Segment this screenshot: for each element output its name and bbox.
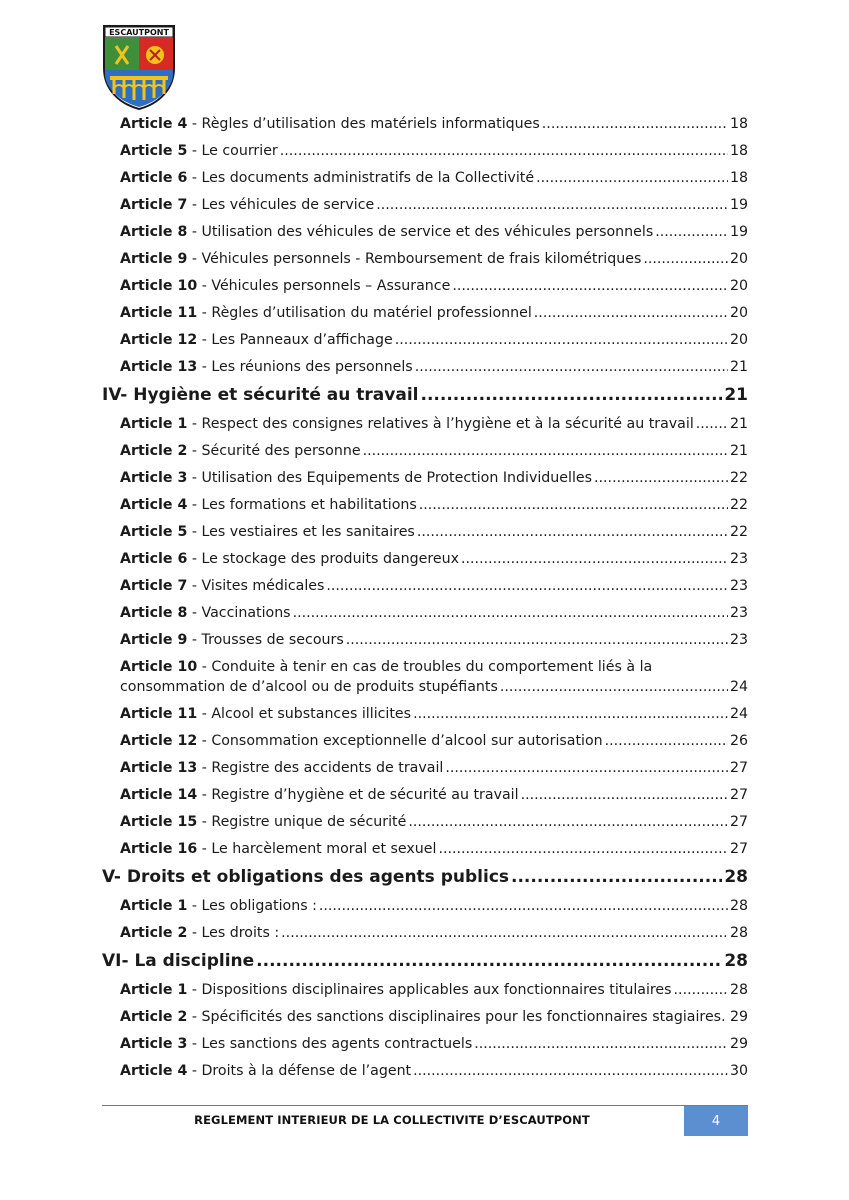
toc-dot-leader xyxy=(536,168,728,188)
toc-article-entry[interactable] xyxy=(102,141,748,161)
toc-dot-leader xyxy=(605,731,728,751)
toc-page-number: 23 xyxy=(729,632,748,648)
toc-dot-leader xyxy=(419,495,728,515)
toc-page-number: 21 xyxy=(724,385,748,405)
toc-article-title: Alcool et substances illicites xyxy=(211,706,412,722)
toc-separator: - xyxy=(187,551,202,567)
toc-article-title: Registre d’hygiène et de sécurité au travail xyxy=(211,787,519,803)
toc-article-label: Article 14 xyxy=(120,787,198,803)
toc-dot-leader xyxy=(696,414,728,434)
toc-article-label: Article 6 xyxy=(120,170,188,186)
toc-article-entry[interactable] xyxy=(102,576,748,596)
toc-article-label: Article 8 xyxy=(120,224,188,240)
toc-separator: - xyxy=(197,841,212,857)
toc-page-number: 20 xyxy=(729,332,748,348)
toc-article-label: Article 11 xyxy=(120,706,198,722)
toc-article-title: Véhicules personnels - Remboursement de frais kilométriques xyxy=(201,251,642,267)
toc-article-title: Sécurité des personne xyxy=(201,443,361,459)
page-number-badge xyxy=(684,1106,748,1136)
toc-article-title: Le courrier xyxy=(201,143,278,159)
toc-dot-leader xyxy=(452,276,728,296)
toc-page-number: 18 xyxy=(729,170,748,186)
toc-page-number: 27 xyxy=(729,760,748,776)
toc-page-number: 21 xyxy=(729,359,748,375)
toc-article-entry[interactable] xyxy=(102,839,748,859)
toc-article-title: Les Panneaux d’affichage xyxy=(211,332,393,348)
toc-page-number: 26 xyxy=(729,733,748,749)
toc-page-number: 28 xyxy=(729,982,748,998)
toc-page-number: 22 xyxy=(729,470,748,486)
toc-article-title: Règles d’utilisation des matériels informatiques xyxy=(201,116,540,132)
toc-section-entry[interactable] xyxy=(102,866,748,888)
toc-article-label: Article 9 xyxy=(120,632,188,648)
escautpont-coat-of-arms-logo xyxy=(102,24,176,110)
toc-dot-leader xyxy=(438,839,727,859)
toc-section-entry[interactable] xyxy=(102,384,748,406)
toc-dot-leader xyxy=(281,923,728,943)
toc-article-entry[interactable] xyxy=(102,114,748,134)
toc-article-entry[interactable] xyxy=(102,896,748,916)
toc-article-label: Article 4 xyxy=(120,1063,188,1079)
toc-separator: - xyxy=(197,359,212,375)
toc-dot-leader xyxy=(408,812,728,832)
toc-article-entry[interactable] xyxy=(102,249,748,269)
toc-dot-leader xyxy=(293,603,728,623)
toc-separator: - xyxy=(187,251,202,267)
toc-separator: - xyxy=(187,197,202,213)
toc-article-entry[interactable] xyxy=(102,785,748,805)
toc-dot-leader xyxy=(511,866,722,888)
toc-article-entry[interactable] xyxy=(102,357,748,377)
toc-dot-leader xyxy=(417,522,728,542)
toc-article-label: Article 15 xyxy=(120,814,198,830)
toc-article-label: Article 13 xyxy=(120,359,198,375)
toc-article-title: Visites médicales xyxy=(201,578,325,594)
toc-article-title: Les formations et habilitations xyxy=(201,497,417,513)
toc-article-entry[interactable] xyxy=(102,1061,748,1081)
toc-section-entry[interactable] xyxy=(102,950,748,972)
toc-page-number: 28 xyxy=(729,925,748,941)
toc-article-entry[interactable] xyxy=(102,603,748,623)
toc-separator: - xyxy=(197,305,212,321)
toc-article-title: Vaccinations xyxy=(201,605,291,621)
toc-page-number: 28 xyxy=(729,898,748,914)
toc-page-number: 22 xyxy=(729,497,748,513)
toc-article-label: Article 10 xyxy=(120,278,198,294)
toc-page-number: 19 xyxy=(729,197,748,213)
toc-dot-leader xyxy=(420,384,722,406)
toc-article-title: Les obligations : xyxy=(201,898,317,914)
toc-article-label: Article 1 xyxy=(120,416,188,432)
toc-article-entry[interactable] xyxy=(102,704,748,724)
toc-article-entry[interactable] xyxy=(102,758,748,778)
toc-article-title: Les réunions des personnels xyxy=(211,359,413,375)
toc-separator: - xyxy=(187,416,202,432)
toc-page-number: 24 xyxy=(729,706,748,722)
toc-dot-leader xyxy=(534,303,728,323)
toc-article-label: Article 12 xyxy=(120,733,198,749)
toc-page-number: 21 xyxy=(729,443,748,459)
toc-dot-leader xyxy=(415,357,728,377)
page-number: 4 xyxy=(711,1113,721,1129)
toc-article-label: Article 7 xyxy=(120,578,188,594)
toc-page-number: 19 xyxy=(729,224,748,240)
toc-article-title: Les sanctions des agents contractuels xyxy=(201,1036,473,1052)
toc-dot-leader xyxy=(413,1061,728,1081)
toc-page-number: 27 xyxy=(729,814,748,830)
toc-separator: - xyxy=(187,470,202,486)
toc-dot-leader xyxy=(500,677,728,697)
toc-article-entry[interactable] xyxy=(102,923,748,943)
toc-article-entry[interactable] xyxy=(102,657,748,697)
toc-article-title: Véhicules personnels – Assurance xyxy=(211,278,451,294)
toc-article-entry[interactable] xyxy=(102,168,748,188)
toc-separator: - xyxy=(187,632,202,648)
toc-dot-leader xyxy=(326,576,728,596)
toc-article-title: Droits à la défense de l’agent xyxy=(201,1063,412,1079)
toc-dot-leader xyxy=(363,441,728,461)
toc-article-title: Conduite à tenir en cas de troubles du comportement liés à la xyxy=(211,659,653,675)
toc-separator: - xyxy=(187,497,202,513)
toc-dot-leader xyxy=(594,468,728,488)
toc-article-entry[interactable] xyxy=(102,731,748,751)
logo-text: ESCAUTPONT xyxy=(109,28,169,37)
toc-section-title: IV- Hygiène et sécurité au travail xyxy=(102,385,419,405)
toc-page-number: 20 xyxy=(729,251,748,267)
toc-article-title: Le stockage des produits dangereux xyxy=(201,551,460,567)
toc-dot-leader xyxy=(319,896,728,916)
toc-page-number: 20 xyxy=(729,305,748,321)
toc-article-entry[interactable] xyxy=(102,303,748,323)
toc-separator: - xyxy=(197,332,212,348)
toc-article-label: Article 2 xyxy=(120,925,188,941)
toc-article-title: Règles d’utilisation du matériel professionnel xyxy=(211,305,532,321)
toc-dot-leader xyxy=(256,950,722,972)
toc-dot-leader xyxy=(643,249,728,269)
toc-separator: - xyxy=(197,787,212,803)
toc-separator: - xyxy=(187,1036,202,1052)
toc-separator: - xyxy=(187,898,202,914)
toc-article-entry[interactable] xyxy=(102,522,748,542)
toc-page-number: 23 xyxy=(729,605,748,621)
toc-dot-leader xyxy=(395,330,728,350)
toc-article-entry[interactable] xyxy=(102,812,748,832)
toc-article-label: Article 6 xyxy=(120,551,188,567)
footer-divider xyxy=(102,1105,748,1106)
toc-article-title: Le harcèlement moral et sexuel xyxy=(211,841,437,857)
toc-page-number: 23 xyxy=(729,551,748,567)
toc-separator: - xyxy=(187,443,202,459)
toc-article-label: Article 9 xyxy=(120,251,188,267)
toc-separator: - xyxy=(197,760,212,776)
toc-page-number: 27 xyxy=(729,841,748,857)
toc-page-number: 22 xyxy=(729,524,748,540)
toc-article-entry[interactable] xyxy=(102,468,748,488)
toc-article-label: Article 8 xyxy=(120,605,188,621)
toc-article-entry[interactable] xyxy=(102,222,748,242)
toc-article-label: Article 1 xyxy=(120,982,188,998)
toc-separator: - xyxy=(187,224,202,240)
toc-separator: - xyxy=(197,814,212,830)
footer-title: REGLEMENT INTERIEUR DE LA COLLECTIVITE D’ESCAUTPONT xyxy=(194,1113,590,1127)
toc-article-title: Les documents administratifs de la Collectivité xyxy=(201,170,535,186)
toc-article-entry[interactable] xyxy=(102,195,748,215)
toc-separator: - xyxy=(187,925,202,941)
toc-dot-leader xyxy=(521,785,728,805)
toc-dot-leader xyxy=(376,195,728,215)
toc-page-number: 23 xyxy=(729,578,748,594)
toc-article-label: Article 1 xyxy=(120,898,188,914)
toc-article-label: Article 4 xyxy=(120,116,188,132)
toc-page-number: 30 xyxy=(729,1063,748,1079)
toc-article-title: Consommation exceptionnelle d’alcool sur autorisation xyxy=(211,733,603,749)
toc-article-entry[interactable] xyxy=(102,441,748,461)
toc-page-number: 29 xyxy=(729,1036,748,1052)
toc-article-label: Article 2 xyxy=(120,443,188,459)
toc-dot-leader xyxy=(346,630,728,650)
toc-separator: - xyxy=(187,1009,202,1025)
toc-article-title: Registre des accidents de travail xyxy=(211,760,444,776)
toc-separator: - xyxy=(187,524,202,540)
toc-separator: - xyxy=(187,1063,202,1079)
toc-page-number: 21 xyxy=(729,416,748,432)
toc-section-title: V- Droits et obligations des agents publics xyxy=(102,867,510,887)
toc-dot-leader xyxy=(542,114,728,134)
toc-article-title: Registre unique de sécurité xyxy=(211,814,407,830)
toc-page-number: 18 xyxy=(729,116,748,132)
toc-article-label: Article 5 xyxy=(120,143,188,159)
toc-separator: - xyxy=(197,659,212,675)
toc-page-number: 28 xyxy=(724,867,748,887)
toc-article-title: Respect des consignes relatives à l’hygiène et à la sécurité au travail xyxy=(201,416,694,432)
toc-article-label: Article 16 xyxy=(120,841,198,857)
toc-dot-leader xyxy=(655,222,728,242)
toc-article-label: Article 3 xyxy=(120,470,188,486)
toc-separator: - xyxy=(197,278,212,294)
toc-article-label: Article 4 xyxy=(120,497,188,513)
toc-dot-leader xyxy=(445,758,728,778)
toc-article-entry[interactable] xyxy=(102,630,748,650)
toc-article-title: Trousses de secours xyxy=(201,632,344,648)
toc-dot-leader xyxy=(413,704,728,724)
toc-separator: - xyxy=(187,116,202,132)
toc-article-label: Article 2 xyxy=(120,1009,188,1025)
toc-article-title: Utilisation des véhicules de service et des véhicules personnels xyxy=(201,224,654,240)
toc-article-title: Dispositions disciplinaires applicables aux fonctionnaires titulaires xyxy=(201,982,672,998)
toc-page-number: 27 xyxy=(729,787,748,803)
toc-article-entry[interactable] xyxy=(102,495,748,515)
toc-article-label: Article 13 xyxy=(120,760,198,776)
toc-article-label: Article 3 xyxy=(120,1036,188,1052)
toc-article-title: Spécificités des sanctions disciplinaires pour les fonctionnaires stagiaires. xyxy=(201,1009,726,1025)
toc-page-number: 20 xyxy=(729,278,748,294)
toc-article-entry[interactable] xyxy=(102,330,748,350)
toc-article-entry[interactable] xyxy=(102,980,748,1000)
toc-separator: - xyxy=(187,578,202,594)
toc-dot-leader xyxy=(674,980,728,1000)
toc-page-number: 24 xyxy=(729,679,748,695)
toc-separator: - xyxy=(187,605,202,621)
toc-page-number: 28 xyxy=(724,951,748,971)
toc-dot-leader xyxy=(474,1034,728,1054)
toc-dot-leader xyxy=(461,549,728,569)
toc-article-title: Les véhicules de service xyxy=(201,197,375,213)
toc-article-entry[interactable] xyxy=(102,549,748,569)
toc-article-label: Article 7 xyxy=(120,197,188,213)
toc-separator: - xyxy=(187,982,202,998)
toc-separator: - xyxy=(187,143,202,159)
toc-article-title-continued: consommation de d’alcool ou de produits stupéfiants xyxy=(120,679,498,695)
toc-article-label: Article 10 xyxy=(120,659,198,675)
toc-article-label: Article 5 xyxy=(120,524,188,540)
toc-article-entry[interactable] xyxy=(102,1007,748,1027)
toc-article-entry[interactable] xyxy=(102,1034,748,1054)
toc-article-entry[interactable] xyxy=(102,276,748,296)
table-of-contents xyxy=(102,114,748,1088)
toc-page-number: 18 xyxy=(729,143,748,159)
toc-article-label: Article 11 xyxy=(120,305,198,321)
toc-article-title: Les vestiaires et les sanitaires xyxy=(201,524,415,540)
toc-article-entry[interactable] xyxy=(102,414,748,434)
toc-dot-leader xyxy=(280,141,728,161)
toc-page-number: 29 xyxy=(729,1009,748,1025)
toc-separator: - xyxy=(197,706,212,722)
toc-separator: - xyxy=(197,733,212,749)
toc-section-title: VI- La discipline xyxy=(102,951,255,971)
toc-separator: - xyxy=(187,170,202,186)
toc-article-label: Article 12 xyxy=(120,332,198,348)
toc-article-title: Les droits : xyxy=(201,925,280,941)
toc-article-title: Utilisation des Equipements de Protection Individuelles xyxy=(201,470,593,486)
